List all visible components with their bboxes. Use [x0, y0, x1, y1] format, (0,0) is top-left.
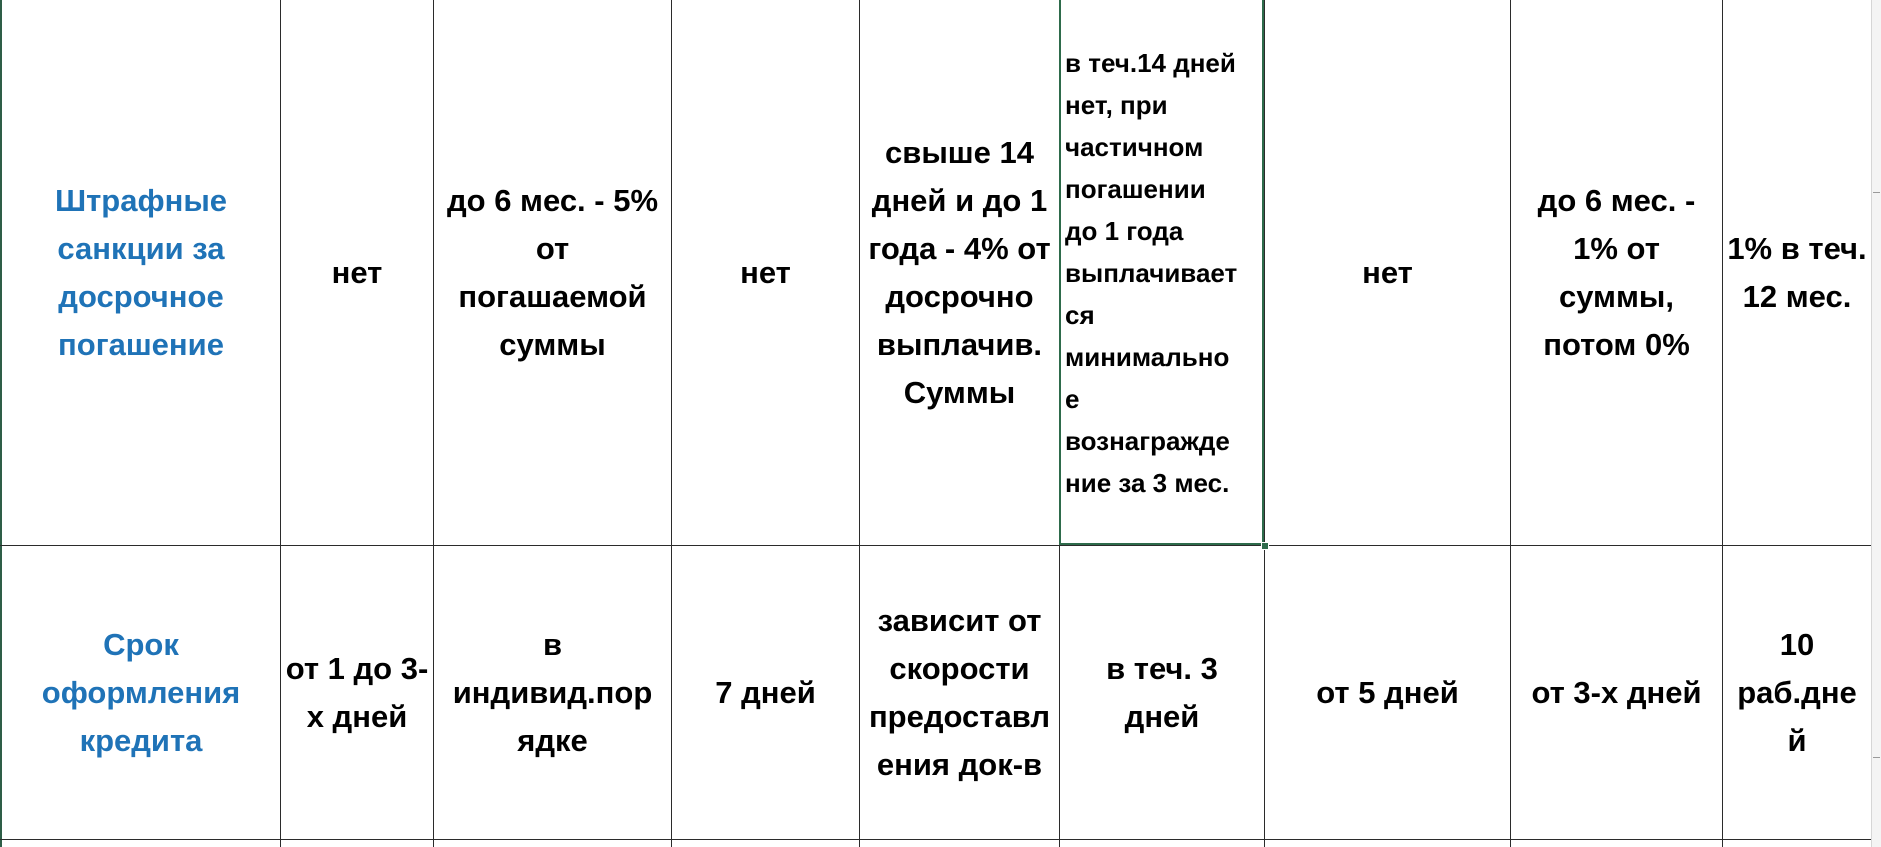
table-cell[interactable]	[1511, 546, 1722, 839]
cell-value: 7 дней	[715, 674, 816, 710]
cell-value: свыше 14 дней и до 1 года - 4% от досрочно выплачив. Суммы	[868, 134, 1051, 410]
row-header-processing-time[interactable]	[2, 546, 280, 839]
cell-value: от 3-х дней	[1531, 674, 1702, 710]
scrollbar-mark	[1873, 757, 1880, 758]
table-cell[interactable]	[1723, 0, 1871, 545]
cell-value: в теч.14 дней нет, при частичном погашении до 1 года выплачивает ся минимально е вознагражде ние за 3 мес.	[1065, 47, 1238, 498]
row-header-penalties[interactable]	[2, 0, 280, 545]
vertical-scrollbar[interactable]	[1871, 0, 1881, 847]
row-header-label: Штрафные санкции за досрочное погашение	[54, 182, 228, 362]
cell-value: в индивид.пор ядке	[452, 626, 653, 758]
cell-value: зависит от скорости предоставл ения док-в	[868, 602, 1051, 782]
table-cell[interactable]	[860, 546, 1059, 839]
table-cell[interactable]	[281, 546, 433, 839]
cell-value: от 5 дней	[1316, 674, 1459, 710]
cell-value: 1% в теч. 12 мес.	[1727, 230, 1867, 314]
cell-value: нет	[740, 254, 791, 290]
row-header-label: Срок оформления кредита	[41, 626, 241, 758]
table-cell[interactable]	[860, 0, 1059, 545]
cell-value: до 6 мес. - 1% от суммы, потом 0%	[1537, 182, 1696, 362]
table-cell[interactable]	[1723, 546, 1871, 839]
table-cell[interactable]	[672, 0, 859, 545]
scrollbar-mark	[1873, 192, 1880, 193]
table-cell[interactable]	[434, 0, 671, 545]
table-cell[interactable]	[672, 546, 859, 839]
cell-value: нет	[331, 254, 383, 290]
grid-line	[0, 839, 1881, 840]
table-cell[interactable]	[281, 0, 433, 545]
cell-value: в теч. 3 дней	[1106, 650, 1218, 734]
table-cell[interactable]	[1060, 546, 1264, 839]
table-cell[interactable]	[434, 546, 671, 839]
fill-handle[interactable]	[1261, 542, 1269, 550]
cell-value: нет	[1362, 254, 1413, 290]
table-cell[interactable]	[1511, 0, 1722, 545]
table-cell[interactable]	[1265, 0, 1510, 545]
table-cell[interactable]	[1265, 546, 1510, 839]
cell-value: от 1 до 3- х дней	[285, 650, 429, 734]
cell-selection-border	[1059, 0, 1264, 545]
cell-value: 10 раб.дне й	[1737, 626, 1857, 758]
cell-value: до 6 мес. - 5% от погашаемой суммы	[446, 182, 659, 362]
